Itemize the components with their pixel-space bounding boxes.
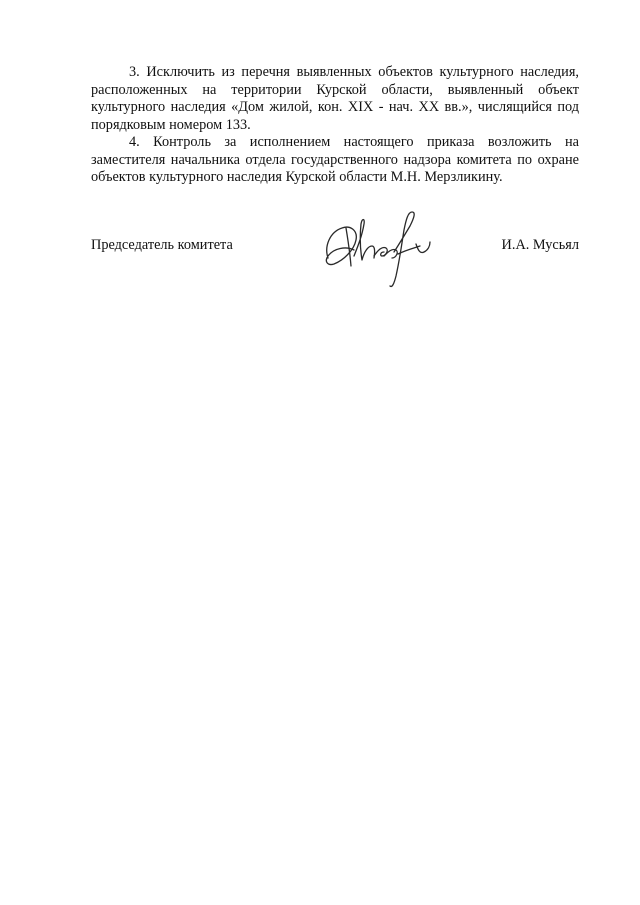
handwritten-signature: [320, 206, 438, 292]
paragraph-item-3: 3. Исключить из перечня выявленных объектов культурного наследия, расположенных на территории Курской области, выявленный объект культурного наследия «Дом жилой, кон. XIX - нач. XX вв.», числящийся под порядковым номером 133.: [91, 64, 579, 133]
signatory-name: И.А. Мусьял: [501, 237, 579, 253]
paragraph-item-4: 4. Контроль за исполнением настоящего приказа возложить на заместителя начальника отдела государственного надзора комитета по охране объектов культурного наследия Курской области М.Н. Мерзликину.: [91, 134, 579, 185]
signatory-position: Председатель комитета: [91, 237, 233, 253]
document-body: [91, 64, 579, 187]
